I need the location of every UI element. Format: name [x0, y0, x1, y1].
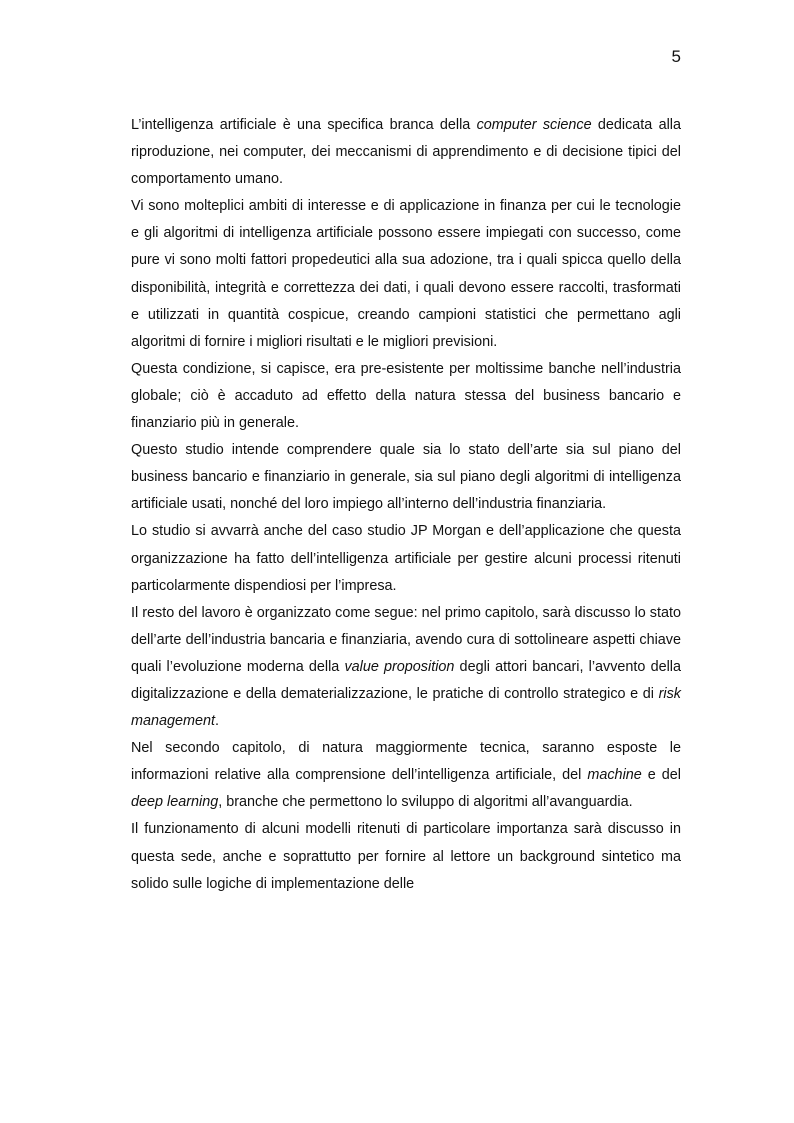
paragraph	[131, 735, 681, 816]
italic-term: value proposition	[344, 658, 455, 675]
paragraph	[131, 193, 681, 356]
text-segment: , branche che permettono lo sviluppo di algoritmi all’avanguardia.	[218, 794, 633, 811]
text-segment: Questo studio intende comprendere quale sia lo stato dell’arte sia sul piano del business bancario e finanziario in generale, sia sul piano degli algoritmi di intelligenza artificiale usati, nonché del loro impiego all’interno dell’industria finanziaria.	[131, 442, 681, 513]
italic-term: risk management	[131, 685, 681, 730]
text-segment: degli attori bancari, l’avvento della digitalizzazione e della dematerializzazione, le pratiche di controllo strategico e di	[131, 658, 681, 702]
text-segment: Il resto del lavoro è organizzato come segue: nel primo capitolo, sarà discusso lo stato dell’arte dell’industria bancaria e finanziaria, avendo cura di sottolineare aspetti chiave quali l’evoluzione moderna della	[131, 604, 681, 675]
text-segment: Questa condizione, si capisce, era pre-esistente per moltissime banche nell’industria globale; ciò è accaduto ad effetto della natura stessa del business bancario e finanziario più in generale.	[131, 360, 681, 432]
body-text	[131, 112, 681, 898]
text-segment: .	[215, 713, 219, 730]
page-number: 5	[671, 47, 681, 66]
paragraph	[131, 356, 681, 437]
text-segment: Il funzionamento di alcuni modelli ritenuti di particolare importanza sarà discusso in questa sede, anche e soprattutto per fornire al lettore un background sintetico ma solido sulle logiche di implementazione delle	[131, 821, 681, 892]
paragraph	[131, 600, 681, 735]
paragraph	[131, 112, 681, 193]
paragraph	[131, 816, 681, 897]
text-segment: Nel secondo capitolo, di natura maggiormente tecnica, saranno esposte le informazioni relative alla comprensione dell’intelligenza artificiale, del	[131, 740, 681, 784]
text-segment: e del	[641, 767, 681, 784]
italic-term: deep learning	[131, 794, 219, 811]
text-segment: Vi sono molteplici ambiti di interesse e di applicazione in finanza per cui le tecnologie e gli algoritmi di intelligenza artificiale possono essere impiegati con successo, come pure vi sono molti fattori propedeutici alla sua adozione, tra i quali spicca quello della disponibilità, integrità e correttezza dei dati, i quali devono essere raccolti, trasformati e utilizzati in quantità cospicue, creando campioni statistici che permettano agli algoritmi di fornire i migliori risultati e le migliori previsioni.	[131, 198, 681, 350]
italic-term: machine	[587, 767, 642, 784]
text-segment: Lo studio si avvarrà anche del caso studio JP Morgan e dell’applicazione che questa organizzazione ha fatto dell’intelligenza artificiale per gestire alcuni processi ritenuti particolarmente dispendiosi per l’impresa.	[131, 523, 681, 594]
text-segment: dedicata alla riproduzione, nei computer, dei meccanismi di apprendimento e di decisione tipici del comportamento umano.	[131, 117, 681, 188]
italic-term: computer science	[476, 117, 592, 133]
paragraph	[131, 518, 681, 599]
text-segment: L’intelligenza artificiale è una specifica branca della	[131, 117, 477, 133]
paragraph	[131, 437, 681, 518]
